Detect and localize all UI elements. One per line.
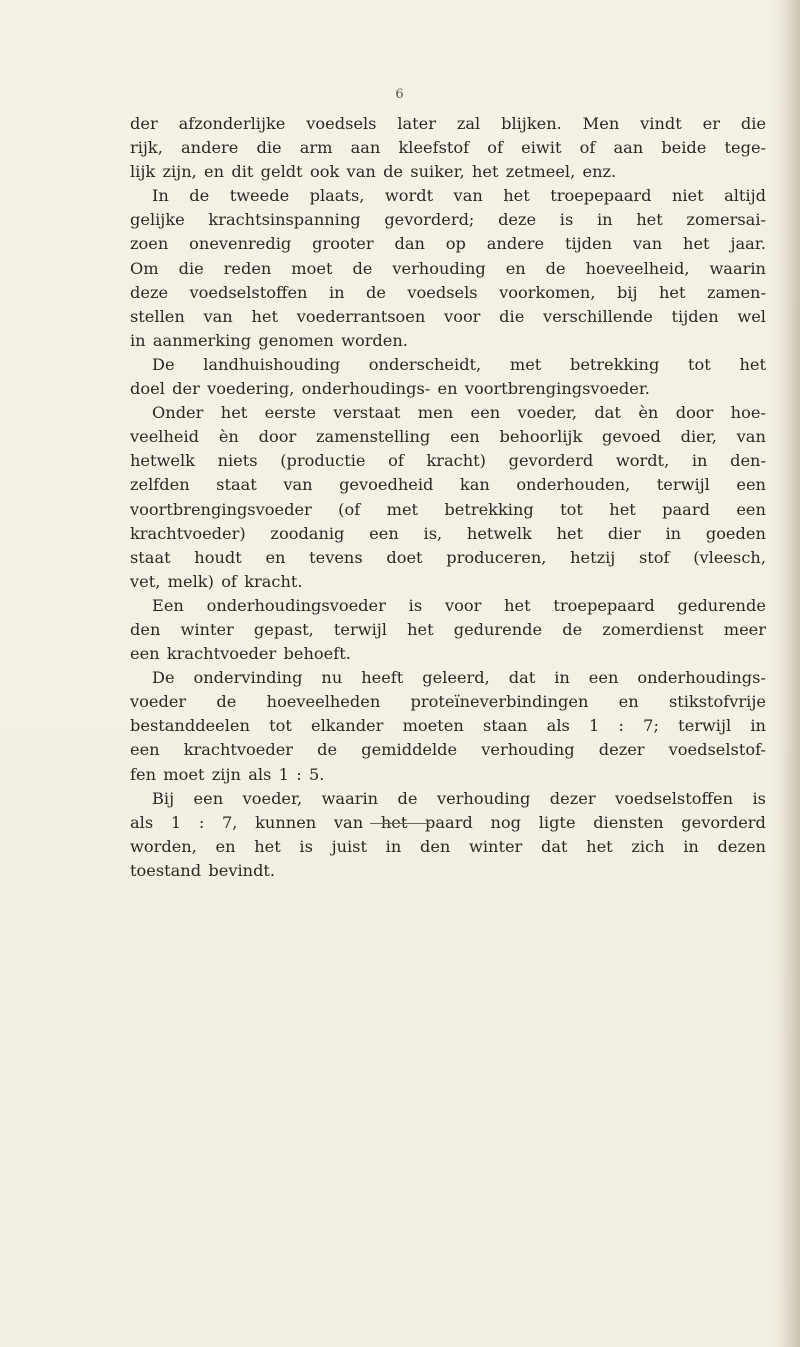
text-line: doel der voedering, onderhoudings- en voortbrengingsvoeder. bbox=[130, 379, 650, 399]
text-line: der afzonderlijke voedsels later zal blijken. Men vindt er die bbox=[130, 114, 766, 133]
section-divider bbox=[370, 823, 430, 824]
text-line: stellen van het voederrantsoen voor die verschillende tijden wel bbox=[130, 306, 766, 326]
text-line: De ondervinding nu heeft geleerd, dat in een onderhoudings- bbox=[152, 668, 766, 688]
text-line: staat houdt en tevens doet produceren, hetzij stof (vleesch, bbox=[130, 547, 766, 567]
text-line: Een onderhoudingsvoeder is voor het troepepaard gedurende bbox=[152, 595, 766, 615]
text-line: worden, en het is juist in den winter dat het zich in dezen bbox=[130, 836, 766, 856]
page-edge-shadow bbox=[778, 0, 800, 1347]
text-line: Onder het eerste verstaat men een voeder, dat èn door hoe- bbox=[152, 403, 766, 423]
page-number: 6 bbox=[395, 87, 405, 102]
text-line: krachtvoeder) zoodanig een is, hetwelk het dier in goeden bbox=[130, 523, 766, 543]
text-line: voortbrengingsvoeder (of met betrekking tot het paard een bbox=[130, 499, 766, 519]
text-line: lijk zijn, en dit geldt ook van de suiker, het zetmeel, enz. bbox=[130, 162, 617, 182]
text-line: voeder de hoeveelheden proteïneverbindingen en stikstofvrije bbox=[130, 692, 766, 712]
text-line: In de tweede plaats, wordt van het troepepaard niet altijd bbox=[152, 186, 766, 206]
text-line: veelheid èn door zamenstelling een behoorlijk gevoed dier, van bbox=[130, 427, 766, 447]
text-line: als 1 : 7, kunnen van het paard nog ligte diensten gevorderd bbox=[130, 812, 766, 832]
text-line: den winter gepast, terwijl het gedurende de zomerdienst meer bbox=[130, 619, 766, 639]
text-line: Om die reden moet de verhouding en de hoeveelheid, waarin bbox=[130, 258, 766, 278]
text-line: toestand bevindt. bbox=[130, 860, 276, 880]
text-line: een krachtvoeder behoeft. bbox=[130, 644, 351, 664]
text-line: deze voedselstoffen in de voedsels voorkomen, bij het zamen- bbox=[130, 282, 766, 302]
text-line: een krachtvoeder de gemiddelde verhouding dezer voedselstof- bbox=[130, 740, 766, 760]
body-text bbox=[130, 112, 766, 883]
text-line: hetwelk niets (productie of kracht) gevorderd wordt, in den- bbox=[130, 451, 766, 471]
text-line: Bij een voeder, waarin de verhouding dezer voedselstoffen is bbox=[152, 788, 766, 808]
text-line: De landhuishouding onderscheidt, met betrekking tot het bbox=[152, 354, 766, 374]
text-line: fen moet zijn als 1 : 5. bbox=[130, 764, 325, 784]
text-line: in aanmerking genomen worden. bbox=[130, 330, 408, 350]
text-line: rijk, andere die arm aan kleefstof of eiwit of aan beide tege- bbox=[130, 138, 766, 158]
text-line: bestanddeelen tot elkander moeten staan als 1 : 7; terwijl in bbox=[130, 716, 766, 736]
text-line: vet, melk) of kracht. bbox=[130, 571, 303, 591]
text-line: zelfden staat van gevoedheid kan onderhouden, terwijl een bbox=[130, 475, 766, 495]
text-line: zoen onevenredig grooter dan op andere tijden van het jaar. bbox=[130, 234, 766, 254]
text-line: gelijke krachtsinspanning gevorderd; deze is in het zomersai- bbox=[130, 210, 766, 230]
